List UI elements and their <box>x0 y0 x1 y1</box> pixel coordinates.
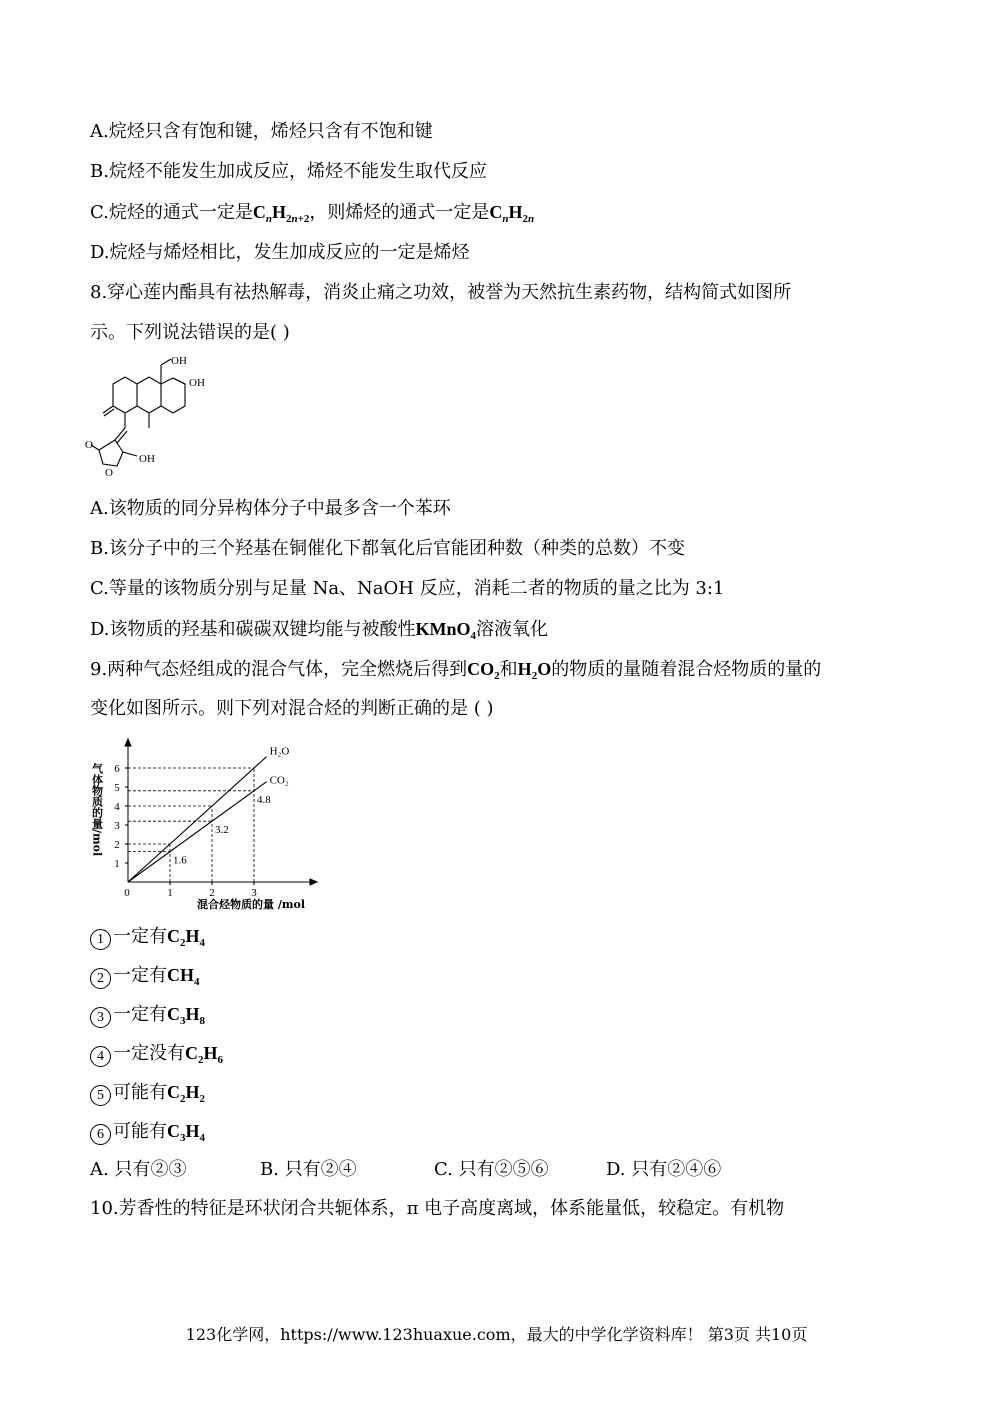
c2h6-formula: $C_2H_6$ <box>185 1043 224 1066</box>
q9-item-1 <box>90 924 205 955</box>
carbonyl-o-label: O <box>85 439 93 451</box>
alkane-formula: $C_nH_{2n+2}$ <box>252 202 310 225</box>
q7-option-c <box>90 200 534 231</box>
q9-stem-c: 的物质的量随着混合烃物质的量的 <box>551 659 822 680</box>
q8-option-c: C.等量的该物质分别与足量 Na、NaOH 反应，消耗二者的物质的量之比为 3:1 <box>90 578 725 599</box>
q9-item-text: 可能有 <box>113 1121 167 1142</box>
q8-option-d <box>90 617 548 648</box>
y-tick-label: 2 <box>114 839 120 851</box>
q9-option-b: B. 只有②④ <box>260 1159 357 1180</box>
q9-stem-line1 <box>90 657 821 688</box>
circled-number: 1 <box>90 929 111 950</box>
q9-option-d: D. 只有②④⑥ <box>606 1159 722 1180</box>
q9-answer-options <box>90 1158 751 1182</box>
oh-label-1: OH <box>171 355 187 367</box>
co2-formula: $CO_2$ <box>467 659 500 682</box>
q7-option-c-prefix: C.烷烃的通式一定是 <box>90 202 253 223</box>
ch4-formula: $CH_4$ <box>167 965 200 988</box>
y-tick-label: 5 <box>114 782 120 794</box>
x-tick-label: 3 <box>251 887 257 899</box>
q8-stem-line2: 示。下列说法错误的是( ) <box>90 322 290 343</box>
q9-stem-a: 9.两种气态烃组成的混合气体，完全燃烧后得到 <box>90 659 468 680</box>
x-axis-arrow <box>310 879 317 885</box>
q10-stem: 10.芳香性的特征是环状闭合共轭体系，π 电子高度离域，体系能量低，较稳定。有机物 <box>90 1198 785 1219</box>
h2o-formula: $H_2O$ <box>517 659 552 682</box>
q8-option-d-prefix: D.该物质的羟基和碳碳双键均能与被酸性 <box>90 619 416 640</box>
q7-option-b: B.烷烃不能发生加成反应，烯烃不能发生取代反应 <box>90 161 487 182</box>
q9-item-3 <box>90 1002 205 1033</box>
andrographolide-structure <box>85 350 215 490</box>
y-axis-arrow <box>125 739 131 746</box>
q9-item-text: 一定有 <box>113 965 167 986</box>
data-label: 4.8 <box>257 793 271 806</box>
alkene-formula: $C_nH_{2n}$ <box>489 202 535 225</box>
y-axis-label: 气体物质的量/mol <box>90 763 104 857</box>
oh-label-3: OH <box>139 453 155 465</box>
circled-number: 4 <box>90 1046 111 1067</box>
y-tick-label: 3 <box>114 820 120 832</box>
q9-item-text: 可能有 <box>113 1082 167 1103</box>
c3h8-formula: $C_3H_8$ <box>167 1004 206 1027</box>
x-axis-label: 混合烃物质的量 /mol <box>197 898 306 911</box>
data-label: 1.6 <box>173 854 187 867</box>
c3h4-formula: $C_3H_4$ <box>167 1121 206 1144</box>
series-line-co2 <box>128 782 267 882</box>
circled-number: 6 <box>90 1124 111 1145</box>
c2h4-formula: $C_2H_4$ <box>167 926 206 949</box>
q8-option-a: A.该物质的同分异构体分子中最多含一个苯环 <box>90 498 451 519</box>
data-label: 3.2 <box>215 824 229 837</box>
page-footer: 123化学网，https://www.123huaxue.com，最大的中学化学资料库！ 第3页 共10页 <box>185 1325 808 1344</box>
c2h2-formula: $C_2H_2$ <box>167 1082 206 1105</box>
x-tick-label: 2 <box>209 887 215 899</box>
x-tick-label: 1 <box>167 887 173 899</box>
x-tick-label: 0 <box>124 887 130 899</box>
q7-option-d: D.烷烃与烯烃相比，发生加成反应的一定是烯烃 <box>90 242 470 263</box>
q9-item-2 <box>90 963 200 994</box>
q9-item-text: 一定有 <box>113 926 167 947</box>
circled-number: 2 <box>90 968 111 989</box>
q9-stem-b: 和 <box>499 659 518 680</box>
gas-amount-chart <box>85 733 330 913</box>
circled-number: 5 <box>90 1085 111 1106</box>
q9-item-text: 一定有 <box>113 1004 167 1025</box>
q9-item-text: 一定没有 <box>113 1043 185 1064</box>
y-tick-label: 1 <box>114 858 120 870</box>
oh-label-2: OH <box>189 377 205 389</box>
y-tick-label: 6 <box>114 763 120 775</box>
q9-option-c: C. 只有②⑤⑥ <box>434 1159 549 1180</box>
series-label-co2: CO₂ <box>269 774 289 787</box>
q8-option-b: B.该分子中的三个羟基在铜催化下都氧化后官能团种数（种类的总数）不变 <box>90 538 685 559</box>
circled-number: 3 <box>90 1007 111 1028</box>
kmno4-formula: KMnO$_4$ <box>415 619 477 642</box>
q9-item-6 <box>90 1119 205 1150</box>
q9-stem-line2: 变化如图所示。则下列对混合烃的判断正确的是 ( ) <box>90 698 494 719</box>
q8-option-d-suffix: 溶液氧化 <box>476 619 549 640</box>
q7-option-c-mid: ，则烯烃的通式一定是 <box>309 202 490 223</box>
q9-option-a: A. 只有②③ <box>90 1159 187 1180</box>
q8-stem-line1: 8.穿心莲内酯具有祛热解毒，消炎止痛之功效，被誉为天然抗生素药物，结构简式如图所 <box>90 282 792 303</box>
q9-item-5 <box>90 1080 205 1111</box>
series-line-h2o <box>128 757 267 882</box>
y-tick-label: 4 <box>114 801 120 813</box>
q9-item-4 <box>90 1041 223 1072</box>
series-label-h2o: H₂O <box>269 745 290 758</box>
q7-option-a: A.烷烃只含有饱和键，烯烃只含有不饱和键 <box>90 121 433 142</box>
ring-o-label: O <box>105 467 113 479</box>
